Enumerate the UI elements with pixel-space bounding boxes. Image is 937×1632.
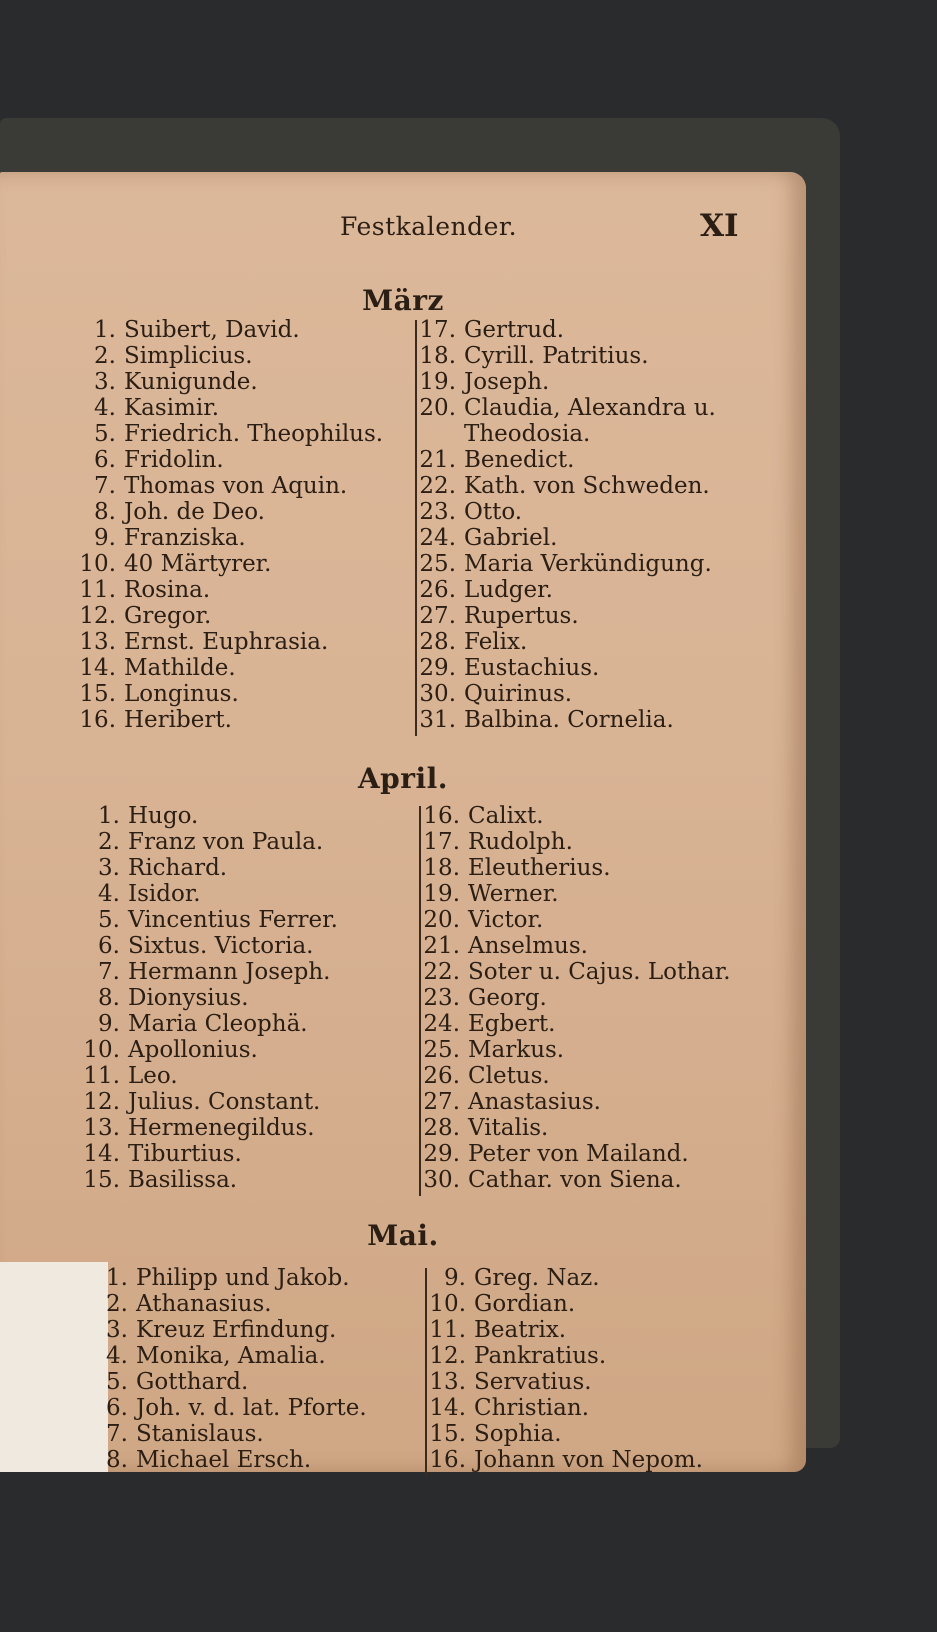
- saint-name: Gabriel.: [464, 525, 558, 551]
- calendar-entry: [422, 855, 611, 881]
- day-number: 12.: [429, 1343, 466, 1369]
- saint-name: Kasimir.: [124, 395, 219, 421]
- saint-name: Dionysius.: [128, 985, 249, 1011]
- day-number: 21.: [423, 933, 460, 959]
- saint-name: Johann von Nepom.: [474, 1447, 703, 1473]
- calendar-entry: [78, 317, 300, 343]
- calendar-entry: [82, 829, 323, 855]
- saint-name: Tiburtius.: [128, 1141, 242, 1167]
- day-number: 17.: [423, 829, 460, 855]
- saint-name: Simplicius.: [124, 343, 253, 369]
- day-number: 11.: [79, 577, 116, 603]
- page-header: [320, 208, 777, 252]
- day-number: 8.: [94, 499, 116, 525]
- calendar-entry: [78, 551, 271, 577]
- saint-name: Beatrix.: [474, 1317, 567, 1343]
- day-number: 20.: [423, 907, 460, 933]
- saint-name: Michael Ersch.: [136, 1447, 312, 1473]
- day-number: 5.: [106, 1369, 128, 1395]
- day-number: 28.: [419, 629, 456, 655]
- calendar-entry: [428, 1447, 703, 1473]
- calendar-entry: [82, 1011, 308, 1037]
- month-heading: Mai.: [367, 1219, 439, 1252]
- day-number: 19.: [423, 881, 460, 907]
- saint-name: Isidor.: [128, 881, 201, 907]
- calendar-entry: [422, 985, 547, 1011]
- day-number: 12.: [79, 603, 116, 629]
- calendar-entry: [418, 421, 590, 447]
- calendar-entry: [422, 959, 731, 985]
- saint-name: Claudia, Alexandra u.: [464, 395, 716, 421]
- calendar-entry: [422, 1063, 550, 1089]
- calendar-entry: [82, 959, 330, 985]
- day-number: 26.: [419, 577, 456, 603]
- day-number: 24.: [423, 1011, 460, 1037]
- day-number: 7.: [106, 1421, 128, 1447]
- saint-name: Vitalis.: [468, 1115, 549, 1141]
- day-number: 16.: [79, 707, 116, 733]
- calendar-entry: [90, 1291, 272, 1317]
- calendar-entry: [78, 395, 219, 421]
- saint-name: Rosina.: [124, 577, 211, 603]
- saint-name: Kreuz Erfindung.: [136, 1317, 337, 1343]
- saint-name: Eustachius.: [464, 655, 600, 681]
- day-number: 6.: [94, 447, 116, 473]
- day-number: 29.: [419, 655, 456, 681]
- saint-name: Rupertus.: [464, 603, 579, 629]
- day-number: 31.: [419, 707, 456, 733]
- day-number: 13.: [79, 629, 116, 655]
- calendar-entry: [82, 803, 198, 829]
- calendar-entry: [78, 473, 347, 499]
- calendar-entry: [78, 343, 253, 369]
- day-number: 1.: [94, 317, 116, 343]
- calendar-entry: [90, 1395, 367, 1421]
- calendar-entry: [418, 551, 712, 577]
- calendar-entry: [78, 525, 246, 551]
- day-number: 18.: [419, 343, 456, 369]
- day-number: 7.: [94, 473, 116, 499]
- saint-name: Gotthard.: [136, 1369, 249, 1395]
- saint-name: Julius. Constant.: [128, 1089, 321, 1115]
- saint-name: Cathar. von Siena.: [468, 1167, 682, 1193]
- column-rule: [425, 1268, 427, 1476]
- calendar-entry: [78, 655, 236, 681]
- day-number: 6.: [98, 933, 120, 959]
- day-number: 30.: [419, 681, 456, 707]
- saint-name: Servatius.: [474, 1369, 592, 1395]
- day-number: 27.: [423, 1089, 460, 1115]
- day-number: 25.: [419, 551, 456, 577]
- saint-name: Cletus.: [468, 1063, 550, 1089]
- day-number: 11.: [429, 1317, 466, 1343]
- calendar-entry: [78, 629, 328, 655]
- saint-name: Calixt.: [468, 803, 544, 829]
- saint-name: Franziska.: [124, 525, 246, 551]
- saint-name: Otto.: [464, 499, 523, 525]
- day-number: 15.: [429, 1421, 466, 1447]
- calendar-entry: [428, 1291, 575, 1317]
- saint-name: Egbert.: [468, 1011, 556, 1037]
- day-number: 2.: [94, 343, 116, 369]
- day-number: 4.: [98, 881, 120, 907]
- saint-name: Ernst. Euphrasia.: [124, 629, 329, 655]
- calendar-entry: [428, 1421, 562, 1447]
- calendar-entry: [82, 1063, 178, 1089]
- saint-name: Athanasius.: [136, 1291, 272, 1317]
- day-number: 8.: [98, 985, 120, 1011]
- day-number: 15.: [83, 1167, 120, 1193]
- day-number: 6.: [106, 1395, 128, 1421]
- running-head: Festkalender.: [340, 212, 518, 241]
- saint-name: Felix.: [464, 629, 528, 655]
- saint-name: Anastasius.: [468, 1089, 601, 1115]
- calendar-entry: [78, 447, 224, 473]
- calendar-entry: [422, 881, 559, 907]
- saint-name: Vincentius Ferrer.: [128, 907, 338, 933]
- saint-name: Maria Verkündigung.: [464, 551, 712, 577]
- calendar-entry: [82, 907, 338, 933]
- calendar-entry: [422, 829, 573, 855]
- calendar-entry: [78, 421, 383, 447]
- saint-name: Longinus.: [124, 681, 239, 707]
- saint-name: Hermann Joseph.: [128, 959, 331, 985]
- day-number: 13.: [429, 1369, 466, 1395]
- calendar-entry: [78, 603, 211, 629]
- saint-name: Gertrud.: [464, 317, 565, 343]
- calendar-entry: [418, 525, 557, 551]
- day-number: 14.: [429, 1395, 466, 1421]
- day-number: 16.: [423, 803, 460, 829]
- column-rule: [415, 320, 417, 736]
- saint-name: Quirinus.: [464, 681, 573, 707]
- calendar-entry: [418, 655, 599, 681]
- saint-name: Eleutherius.: [468, 855, 611, 881]
- saint-name: Benedict.: [464, 447, 575, 473]
- saint-name: Rudolph.: [468, 829, 573, 855]
- column-rule: [419, 806, 421, 1196]
- day-number: 22.: [419, 473, 456, 499]
- calendar-entry: [90, 1447, 311, 1473]
- saint-name: Markus.: [468, 1037, 565, 1063]
- day-number: 29.: [423, 1141, 460, 1167]
- day-number: 15.: [79, 681, 116, 707]
- saint-name: Monika, Amalia.: [136, 1343, 326, 1369]
- day-number: 4.: [106, 1343, 128, 1369]
- saint-name: 40 Märtyrer.: [124, 551, 272, 577]
- saint-name: Kunigunde.: [124, 369, 258, 395]
- saint-name: Franz von Paula.: [128, 829, 324, 855]
- day-number: 2.: [98, 829, 120, 855]
- saint-name: Maria Cleophä.: [128, 1011, 308, 1037]
- calendar-entry: [422, 907, 543, 933]
- saint-name: Friedrich. Theophilus.: [124, 421, 384, 447]
- calendar-entry: [422, 1141, 689, 1167]
- calendar-entry: [82, 1089, 320, 1115]
- day-number: 23.: [423, 985, 460, 1011]
- day-number: 1.: [106, 1265, 128, 1291]
- day-number: 14.: [79, 655, 116, 681]
- calendar-entry: [418, 447, 574, 473]
- calendar-entry: [78, 681, 239, 707]
- day-number: 9.: [444, 1265, 466, 1291]
- saint-name: Sixtus. Victoria.: [128, 933, 314, 959]
- calendar-entry: [422, 1115, 548, 1141]
- day-number: 26.: [423, 1063, 460, 1089]
- page-number: XI: [700, 208, 739, 244]
- day-number: 20.: [419, 395, 456, 421]
- calendar-entry: [78, 499, 265, 525]
- calendar-entry: [90, 1369, 248, 1395]
- saint-name: Gregor.: [124, 603, 212, 629]
- day-number: 9.: [94, 525, 116, 551]
- calendar-entry: [418, 499, 522, 525]
- day-number: 14.: [83, 1141, 120, 1167]
- day-number: 2.: [106, 1291, 128, 1317]
- calendar-entry: [428, 1369, 592, 1395]
- day-number: 5.: [98, 907, 120, 933]
- saint-name: Soter u. Cajus. Lothar.: [468, 959, 731, 985]
- day-number: 10.: [83, 1037, 120, 1063]
- day-number: 3.: [94, 369, 116, 395]
- saint-name: Sophia.: [474, 1421, 562, 1447]
- saint-name: Victor.: [468, 907, 544, 933]
- saint-name: Apollonius.: [128, 1037, 258, 1063]
- calendar-entry: [428, 1265, 600, 1291]
- saint-name: Cyrill. Patritius.: [464, 343, 649, 369]
- day-number: 25.: [423, 1037, 460, 1063]
- day-number: 4.: [94, 395, 116, 421]
- calendar-entry: [428, 1317, 566, 1343]
- calendar-entry: [428, 1343, 606, 1369]
- saint-name: Georg.: [468, 985, 547, 1011]
- calendar-entry: [418, 681, 572, 707]
- calendar-entry: [422, 1167, 682, 1193]
- day-number: 23.: [419, 499, 456, 525]
- saint-name: Greg. Naz.: [474, 1265, 600, 1291]
- saint-name: Joh. de Deo.: [124, 499, 265, 525]
- day-number: 19.: [419, 369, 456, 395]
- calendar-entry: [82, 881, 201, 907]
- calendar-entry: [422, 1089, 601, 1115]
- saint-name: Werner.: [468, 881, 559, 907]
- calendar-entry: [82, 1141, 242, 1167]
- day-number: 24.: [419, 525, 456, 551]
- day-number: 11.: [83, 1063, 120, 1089]
- saint-name: Ludger.: [464, 577, 553, 603]
- day-number: 13.: [83, 1115, 120, 1141]
- calendar-entry: [90, 1317, 336, 1343]
- calendar-entry: [82, 985, 249, 1011]
- calendar-entry: [418, 343, 649, 369]
- calendar-entry: [82, 855, 227, 881]
- saint-name: Heribert.: [124, 707, 232, 733]
- calendar-entry: [78, 369, 258, 395]
- saint-name: Peter von Mailand.: [468, 1141, 689, 1167]
- calendar-entry: [82, 1167, 237, 1193]
- day-number: 8.: [106, 1447, 128, 1473]
- calendar-entry: [90, 1421, 264, 1447]
- calendar-entry: [82, 1037, 258, 1063]
- day-number: 18.: [423, 855, 460, 881]
- saint-name: Hugo.: [128, 803, 199, 829]
- day-number: 27.: [419, 603, 456, 629]
- saint-name: Philipp und Jakob.: [136, 1265, 350, 1291]
- calendar-entry: [418, 317, 564, 343]
- day-number: 1.: [98, 803, 120, 829]
- calendar-entry: [78, 707, 232, 733]
- saint-name: Basilissa.: [128, 1167, 238, 1193]
- calendar-entry: [90, 1343, 326, 1369]
- day-number: 12.: [83, 1089, 120, 1115]
- saint-name: Hermenegildus.: [128, 1115, 315, 1141]
- calendar-entry: [422, 1011, 555, 1037]
- saint-name: Joseph.: [464, 369, 550, 395]
- calendar-entry: [418, 473, 710, 499]
- day-number: 10.: [79, 551, 116, 577]
- saint-name: Balbina. Cornelia.: [464, 707, 674, 733]
- calendar-entry: [422, 933, 588, 959]
- calendar-entry: [422, 803, 544, 829]
- saint-name: Pankratius.: [474, 1343, 607, 1369]
- calendar-entry: [90, 1265, 350, 1291]
- calendar-entry: [422, 1037, 564, 1063]
- day-number: 3.: [106, 1317, 128, 1343]
- day-number: 30.: [423, 1167, 460, 1193]
- day-number: 5.: [94, 421, 116, 447]
- saint-name: Mathilde.: [124, 655, 236, 681]
- saint-name: Richard.: [128, 855, 228, 881]
- saint-name: Anselmus.: [468, 933, 588, 959]
- calendar-entry: [428, 1395, 589, 1421]
- saint-name: Joh. v. d. lat. Pforte.: [136, 1395, 367, 1421]
- day-number: 28.: [423, 1115, 460, 1141]
- saint-name: Fridolin.: [124, 447, 224, 473]
- saint-name: Stanislaus.: [136, 1421, 264, 1447]
- calendar-entry: [82, 933, 313, 959]
- saint-name: Thomas von Aquin.: [124, 473, 348, 499]
- saint-name: Kath. von Schweden.: [464, 473, 710, 499]
- calendar-entry: [418, 707, 674, 733]
- calendar-entry: [418, 369, 549, 395]
- day-number: 3.: [98, 855, 120, 881]
- calendar-entry: [418, 603, 579, 629]
- day-number: 22.: [423, 959, 460, 985]
- day-number: 16.: [429, 1447, 466, 1473]
- day-number: 10.: [429, 1291, 466, 1317]
- calendar-entry: [418, 629, 527, 655]
- calendar-entry: [82, 1115, 315, 1141]
- day-number: 9.: [98, 1011, 120, 1037]
- month-heading: März: [362, 284, 444, 317]
- calendar-entry: [418, 395, 716, 421]
- saint-name: Gordian.: [474, 1291, 576, 1317]
- calendar-entry: [78, 577, 210, 603]
- day-number: 17.: [419, 317, 456, 343]
- day-number: 21.: [419, 447, 456, 473]
- month-heading: April.: [357, 762, 449, 795]
- saint-name: Leo.: [128, 1063, 178, 1089]
- saint-name: Suibert, David.: [124, 317, 300, 343]
- calendar-entry: [418, 577, 553, 603]
- saint-name: Christian.: [474, 1395, 589, 1421]
- day-number: 7.: [98, 959, 120, 985]
- saint-name: Theodosia.: [464, 421, 591, 447]
